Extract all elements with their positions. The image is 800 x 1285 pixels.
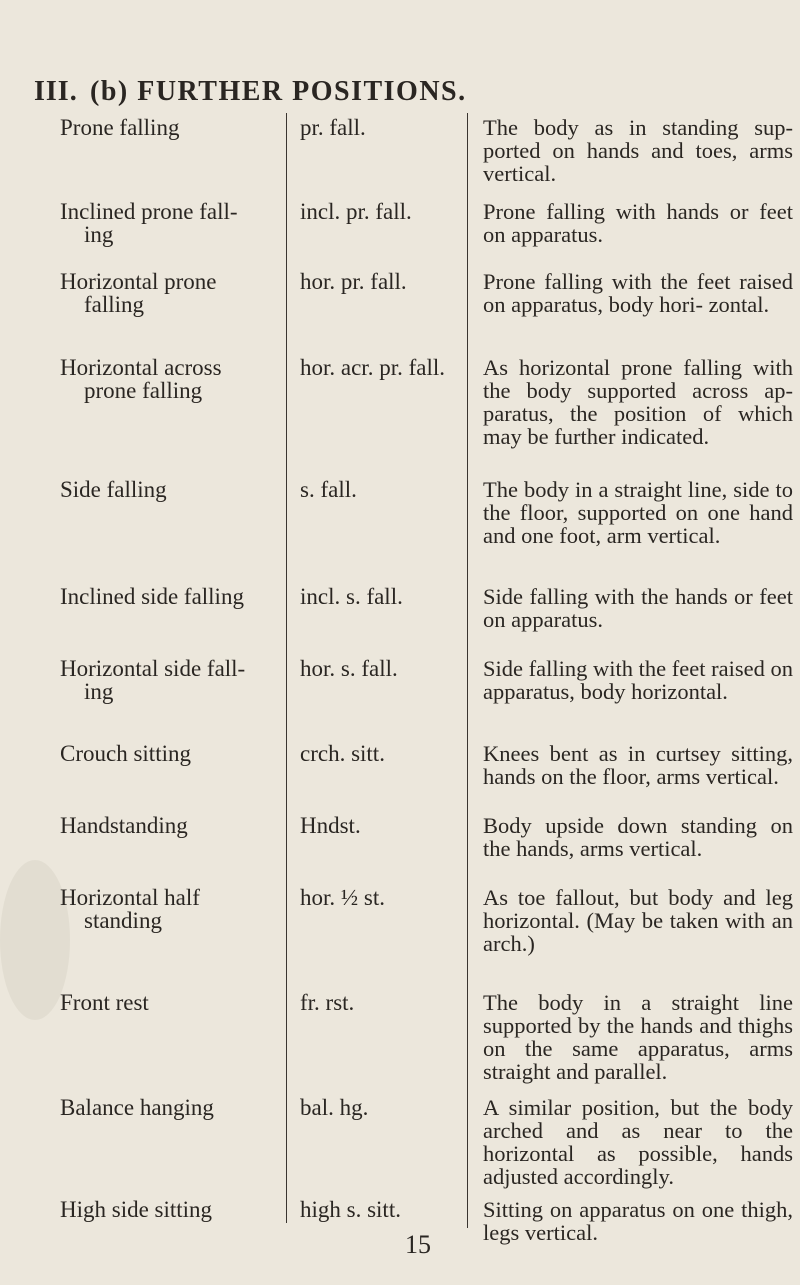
position-name-line: Horizontal half <box>60 885 200 910</box>
position-description: Knees bent as in curtsey sitting, hands on the floor, arms vertical. <box>483 741 793 789</box>
position-name <box>60 814 282 837</box>
position-name <box>60 657 282 703</box>
position-abbreviation: Hndst. <box>300 813 361 838</box>
position-name-line: Front rest <box>60 990 149 1015</box>
position-abbreviation: hor. acr. pr. fall. <box>300 355 445 380</box>
section-number: III. <box>34 76 78 107</box>
position-name-line: Inclined prone fall- <box>60 199 238 224</box>
position-abbreviation: hor. ½ st. <box>300 885 385 910</box>
column-divider-left <box>286 113 287 1223</box>
position-name <box>60 585 282 608</box>
position-abbreviation: bal. hg. <box>300 1095 369 1120</box>
position-abbreviation: incl. s. fall. <box>300 584 403 609</box>
position-description: Side falling with the hands or feet on apparatus. <box>483 584 793 632</box>
position-name-line: Horizontal prone <box>60 269 217 294</box>
position-name-line: Horizontal side fall- <box>60 656 246 681</box>
position-name-line: ing <box>84 679 114 704</box>
position-description: Side falling with the feet raised on apparatus, body horizontal. <box>483 656 793 704</box>
position-name <box>60 356 282 402</box>
position-name-line: Handstanding <box>60 813 188 838</box>
position-name <box>60 1096 282 1119</box>
page-number: 15 <box>405 1230 431 1259</box>
position-abbreviation: fr. rst. <box>300 990 355 1015</box>
position-description: Sitting on apparatus on one thigh, legs vertical. <box>483 1197 793 1245</box>
position-description: A similar position, but the body arched and as near to the horizontal as possible, hands adjusted accordingly. <box>483 1095 793 1189</box>
position-name-line: Prone falling <box>60 115 180 140</box>
position-name-line: Horizontal across <box>60 355 222 380</box>
position-abbreviation: crch. sitt. <box>300 741 385 766</box>
position-name-line: Crouch sitting <box>60 741 191 766</box>
position-description: The body as in standing sup- ported on hands and toes, arms vertical. <box>483 115 793 186</box>
position-description: Prone falling with hands or feet on apparatus. <box>483 199 793 247</box>
position-description: Body upside down standing on the hands, arms vertical. <box>483 813 793 861</box>
position-name-line: falling <box>84 292 145 317</box>
position-name-line: High side sitting <box>60 1197 213 1222</box>
position-name-line: Side falling <box>60 477 167 502</box>
position-name <box>60 991 282 1014</box>
position-abbreviation: incl. pr. fall. <box>300 199 412 224</box>
position-name-line: Balance hanging <box>60 1095 214 1120</box>
position-name-line: ing <box>84 222 114 247</box>
position-abbreviation: s. fall. <box>300 477 357 502</box>
position-abbreviation: high s. sitt. <box>300 1197 401 1222</box>
position-abbreviation: hor. pr. fall. <box>300 269 407 294</box>
position-name <box>60 116 282 139</box>
position-name <box>60 742 282 765</box>
position-name <box>60 886 282 932</box>
position-name <box>60 478 282 501</box>
position-name-line: prone falling <box>84 378 203 403</box>
position-name <box>60 1198 282 1221</box>
section-heading: (b) FURTHER POSITIONS. <box>90 76 467 107</box>
position-description: The body in a straight line supported by the hands and thighs on the same apparatus, arms straight and parallel. <box>483 990 793 1084</box>
position-name <box>60 270 282 316</box>
position-name-line: standing <box>84 908 162 933</box>
position-name-line: Inclined side falling <box>60 584 244 609</box>
column-divider-right <box>467 113 468 1228</box>
position-description: As horizontal prone falling with the body supported across ap- paratus, the position of which may be further indicated. <box>483 355 793 449</box>
position-description: As toe fallout, but body and leg horizontal. (May be taken with an arch.) <box>483 885 793 956</box>
position-abbreviation: hor. s. fall. <box>300 656 398 681</box>
position-description: The body in a straight line, side to the floor, supported on one hand and one foot, arm vertical. <box>483 477 793 548</box>
position-name <box>60 200 282 246</box>
position-abbreviation: pr. fall. <box>300 115 366 140</box>
position-description: Prone falling with the feet raised on apparatus, body hori- zontal. <box>483 269 793 317</box>
